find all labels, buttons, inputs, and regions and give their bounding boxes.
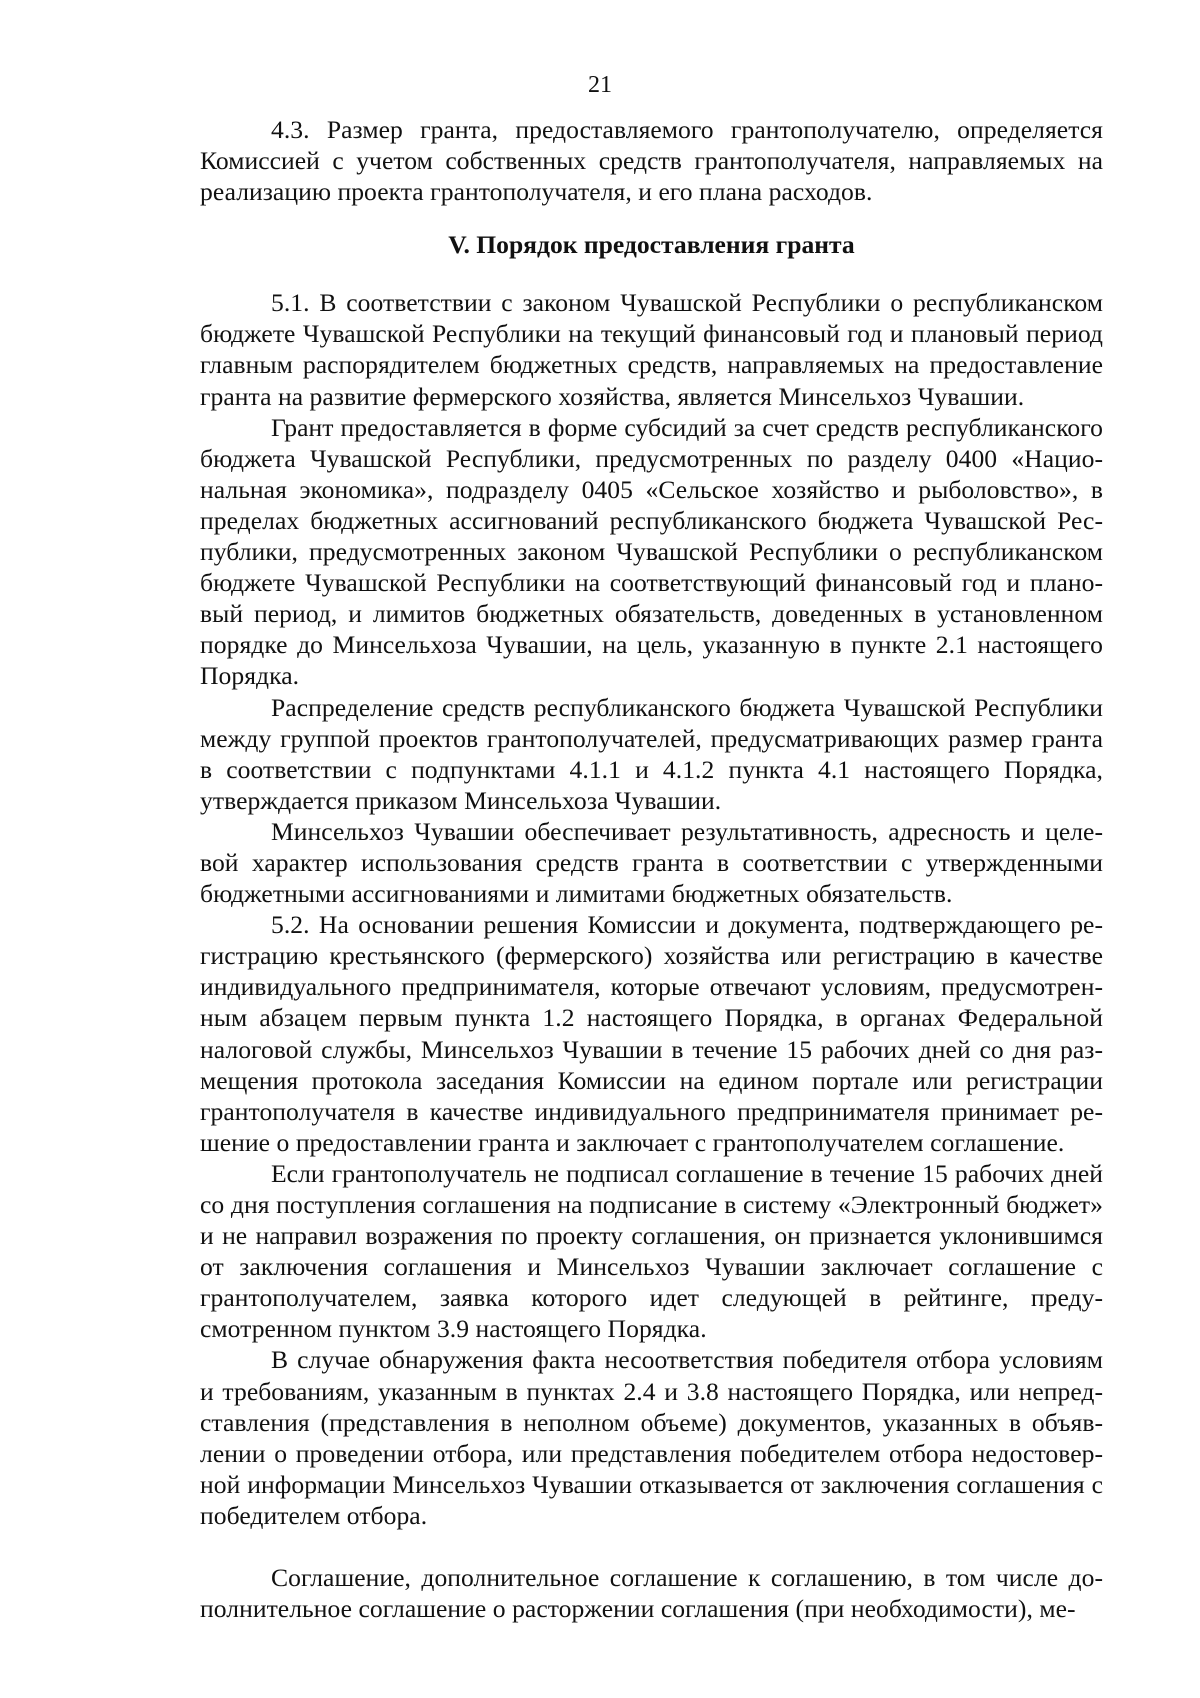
paragraph-distribution: Распределение средств республиканского бюджета Чувашской Республики между группой проектов грантополучателей, предусматривающих размер гранта в соответствии с подпунктами 4.1.1 и 4.1.2 пункта 4.1 настоящего Порядка, утверждается приказом Минсельхоза Чувашии.	[200, 692, 1103, 815]
paragraph-5-2: 5.2. На основании решения Комиссии и документа, подтверждающего регистрацию крестьянского (фермерского) хозяйства или регистрацию в качестве индивидуального предпринимателя, которые отвечают условиям, предусмотренным абзацем первым пункта 1.2 настоящего Порядка, в органах Федеральной налоговой службы, Минсельхоз Чувашии в течение 15 рабочих дней со дня размещения протокола заседания Комиссии на едином портале или регистрации грантополучателя в качестве индивидуального предпринимателя принимает решение о предоставлении гранта и заключает с грантополучателем соглашение.	[200, 910, 1103, 1157]
paragraph-agreement-continued: Соглашение, дополнительное соглашение к соглашению, в том числе дополнительное соглашение о расторжении соглашения (при необходимости), ме-	[200, 1563, 1103, 1624]
paragraph-grant-funding: Грант предоставляется в форме субсидий за счет средств республиканского бюджета Чувашской Республики, предусмотренных по разделу 0400 «Национальная экономика», подразделу 0405 «Сельское хозяйство и рыболовство», в пределах бюджетных ассигнований республиканского бюджета Чувашской Республики, предусмотренных законом Чувашской Республики о республиканском бюджете Чувашской Республики на соответствующий финансовый год и плановый период, и лимитов бюджетных обязательств, доведенных в установленном порядке до Минсельхоза Чувашии, на цель, указанную в пункте 2.1 настоящего Порядка.	[200, 412, 1103, 691]
section-heading: V. Порядок предоставления гранта	[448, 230, 855, 260]
document-body	[200, 114, 1103, 1624]
paragraph-unsigned-agreement: Если грантополучатель не подписал соглашение в течение 15 рабочих дней со дня поступления соглашения на подписание в систему «Электронный бюджет» и не направил возражения по проекту соглашения, он признается уклонившимся от заключения соглашения и Минсельхоз Чувашии заключает соглашение с грантополучателем, заявка которого идет следующей в рейтинге, предусмотренном пунктом 3.9 настоящего Порядка.	[200, 1158, 1103, 1344]
paragraph-4-3: 4.3. Размер гранта, предоставляемого грантополучателю, определяется Комиссией с учетом собственных средств грантополучателя, направляемых на реализацию проекта грантополучателя, и его плана расходов.	[200, 115, 1103, 207]
paragraph-effectiveness: Минсельхоз Чувашии обеспечивает результативность, адресность и целевой характер использования средств гранта в соответствии с утвержденными бюджетными ассигнованиями и лимитами бюджетных обязательств.	[200, 816, 1103, 909]
paragraph-noncompliance: В случае обнаружения факта несоответствия победителя отбора условиям и требованиям, указанным в пунктах 2.4 и 3.8 настоящего Порядка, или непредставления (представления в неполном объеме) документов, указанных в объявлении о проведении отбора, или представления победителем отбора недостоверной информации Минсельхоз Чувашии отказывается от заключения соглашения с победителем отбора.	[200, 1345, 1103, 1530]
paragraph-5-1: 5.1. В соответствии с законом Чувашской Республики о республиканском бюджете Чувашской Республики на текущий финансовый год и плановый период главным распорядителем бюджетных средств, направляемых на предоставление гранта на развитие фермерского хозяйства, является Минсельхоз Чувашии.	[200, 288, 1103, 411]
page-number: 21	[588, 72, 612, 98]
